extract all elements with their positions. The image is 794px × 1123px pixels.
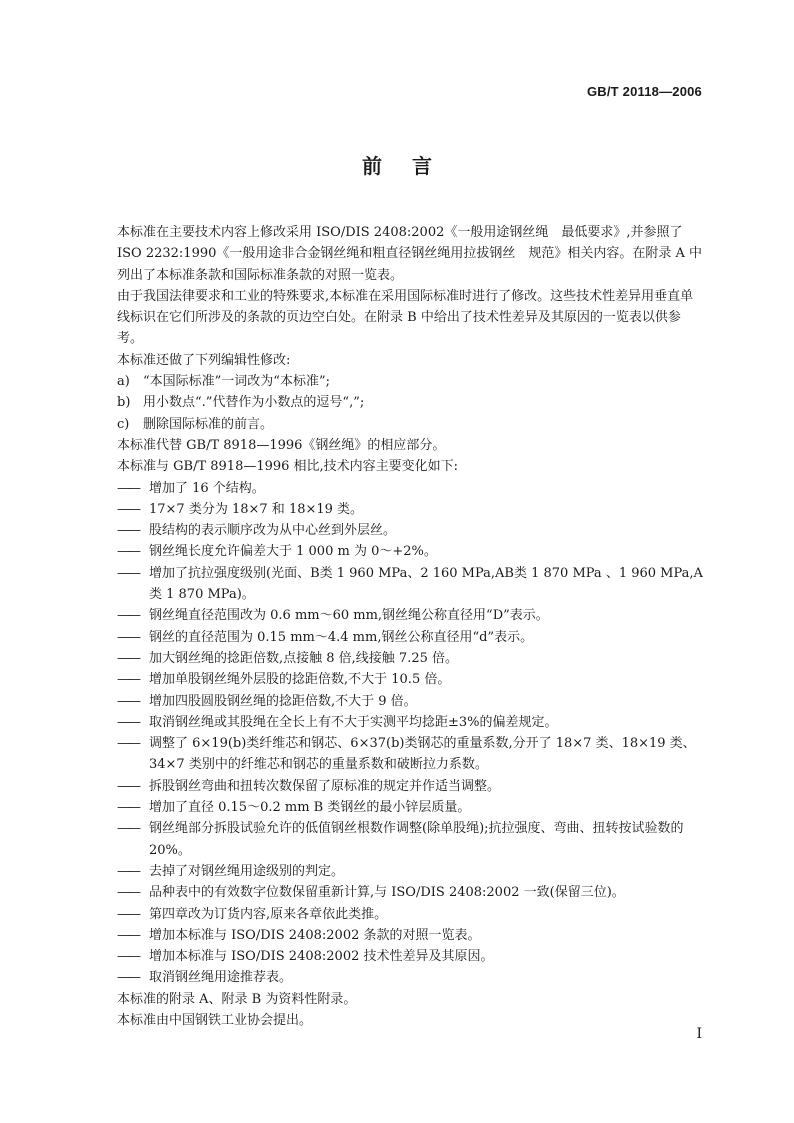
dash-marker: —— <box>117 480 139 496</box>
change-text: 钢丝绳部分拆股试验允许的低值钢丝根数作调整(除单股绳);抗拉强度、弯曲、扭转按试验数的 20%。 <box>149 821 684 858</box>
list-text: 用小数点“.”代替作为小数点的逗号“,”; <box>143 395 365 411</box>
change-text: 拆股钢丝弯曲和扭转次数保留了原标准的规定并作适当调整。 <box>149 778 501 794</box>
dash-marker: —— <box>117 949 139 965</box>
change-item <box>117 925 703 946</box>
change-text: 调整了 6×19(b)类纤维芯和钢芯、6×37(b)类钢芯的重量系数,分开了 18×7 类、18×19 类、34×7 类别中的纤维芯和钢芯的重量系数和破断拉力系数。 <box>149 736 696 773</box>
change-text: 钢丝绳长度允许偏差大于 1 000 m 为 0～+2%。 <box>149 544 437 560</box>
dash-marker: —— <box>117 821 139 837</box>
change-item <box>117 904 703 925</box>
change-text: 去掉了对钢丝绳用途级别的判定。 <box>149 863 345 879</box>
change-item <box>117 818 703 861</box>
change-item <box>117 563 703 606</box>
list-text: “本国际标准”一词改为“本标准”; <box>143 374 330 390</box>
change-item <box>117 946 703 967</box>
editorial-change-item <box>117 414 703 435</box>
dash-marker: —— <box>117 672 139 688</box>
change-item <box>117 797 703 818</box>
change-text: 增加四股圆股钢丝绳的捻距倍数,不大于 9 倍。 <box>149 693 417 709</box>
dash-marker: —— <box>117 693 139 709</box>
change-item <box>117 605 703 626</box>
compare-note: 本标准与 GB/T 8918—1996 相比,技术内容主要变化如下: <box>117 459 459 475</box>
change-text: 增加本标准与 ISO/DIS 2408:2002 技术性差异及其原因。 <box>149 949 494 965</box>
change-text: 加大钢丝绳的捻距倍数,点接触 8 倍,线接触 7.25 倍。 <box>149 650 459 666</box>
intro-paragraph-1: 本标准在主要技术内容上修改采用 ISO/DIS 2408:2002《一般用途钢丝绳 最低要求》,并参照了ISO 2232:1990《一般用途非合金钢丝绳和粗直径钢丝绳用拉拔钢丝 规范》相关内容。在附录 A 中列出了本标准条款和国际标准条款的对照一览表。 <box>117 225 703 283</box>
dash-marker: —— <box>117 778 139 794</box>
change-item <box>117 861 703 882</box>
dash-marker: —— <box>117 714 139 730</box>
list-text: 删除国际标准的前言。 <box>143 416 274 432</box>
dash-marker: —— <box>117 501 139 517</box>
dash-marker: —— <box>117 800 139 816</box>
dash-marker: —— <box>117 608 139 624</box>
change-item <box>117 669 703 690</box>
editorial-change-item <box>117 392 703 413</box>
change-item <box>117 520 703 541</box>
dash-marker: —— <box>117 523 139 539</box>
dash-marker: —— <box>117 544 139 560</box>
foreword-body <box>117 222 703 1031</box>
dash-marker: —— <box>117 565 139 581</box>
change-text: 第四章改为订货内容,原来各章依此类推。 <box>149 906 388 922</box>
change-text: 增加本标准与 ISO/DIS 2408:2002 条款的对照一览表。 <box>149 927 481 943</box>
change-text: 品种表中的有效数字位数保留重新计算,与 ISO/DIS 2408:2002 一致(保留三位)。 <box>149 885 625 901</box>
dash-marker: —— <box>117 629 139 645</box>
change-item <box>117 627 703 648</box>
dash-marker: —— <box>117 650 139 666</box>
dash-marker: —— <box>117 970 139 986</box>
change-item <box>117 776 703 797</box>
change-item <box>117 967 703 988</box>
change-item <box>117 733 703 776</box>
list-marker: a) <box>117 374 130 390</box>
list-marker: c) <box>117 416 130 432</box>
change-item <box>117 478 703 499</box>
closing-paragraph-2: 本标准由中国钢铁工业协会提出。 <box>117 1012 313 1028</box>
dash-marker: —— <box>117 736 139 752</box>
dash-marker: —— <box>117 906 139 922</box>
closing-paragraph-1: 本标准的附录 A、附录 B 为资料性附录。 <box>117 991 357 1007</box>
change-text: 17×7 类分为 18×7 和 18×19 类。 <box>149 501 364 517</box>
dash-marker: —— <box>117 863 139 879</box>
change-text: 取消钢丝绳用途推荐表。 <box>149 970 293 986</box>
change-item <box>117 499 703 520</box>
list-marker: b) <box>117 395 131 411</box>
standard-code: GB/T 20118—2006 <box>586 84 702 99</box>
page-number: I <box>696 1026 702 1042</box>
dash-marker: —— <box>117 927 139 943</box>
change-item <box>117 882 703 903</box>
change-text: 增加了 16 个结构。 <box>149 480 265 496</box>
replace-note: 本标准代替 GB/T 8918—1996《钢丝绳》的相应部分。 <box>117 437 446 453</box>
change-text: 钢丝的直径范围为 0.15 mm～4.4 mm,钢丝公称直径用“d”表示。 <box>149 629 534 645</box>
change-item <box>117 691 703 712</box>
change-text: 增加单股钢丝绳外层股的捻距倍数,不大于 10.5 倍。 <box>149 672 451 688</box>
page-title: 前言 <box>362 154 462 178</box>
changes-list <box>117 478 703 989</box>
dash-marker: —— <box>117 885 139 901</box>
change-item <box>117 712 703 733</box>
change-text: 增加了直径 0.15～0.2 mm B 类钢丝的最小锌层质量。 <box>149 800 471 816</box>
change-text: 钢丝绳直径范围改为 0.6 mm～60 mm,钢丝绳公称直径用“D”表示。 <box>149 608 549 624</box>
change-text: 取消钢丝绳或其股绳在全长上有不大于实测平均捻距±3%的偏差规定。 <box>149 714 558 730</box>
change-text: 增加了抗拉强度级别(光面、B类 1 960 MPa、2 160 MPa,AB类 1 870 MPa 、1 960 MPa,A类 1 870 MPa)。 <box>149 565 703 603</box>
change-item <box>117 648 703 669</box>
intro-paragraph-2: 由于我国法律要求和工业的特殊要求,本标准在采用国际标准时进行了修改。这些技术性差异用垂直单线标识在它们所涉及的条款的页边空白处。在附录 B 中给出了技术性差异及其原因的一览表以供参考。 <box>117 288 694 347</box>
change-text: 股结构的表示顺序改为从中心丝到外层丝。 <box>149 523 397 539</box>
intro-paragraph-3: 本标准还做了下列编辑性修改: <box>117 352 291 368</box>
change-item <box>117 541 703 562</box>
editorial-change-item <box>117 371 703 392</box>
